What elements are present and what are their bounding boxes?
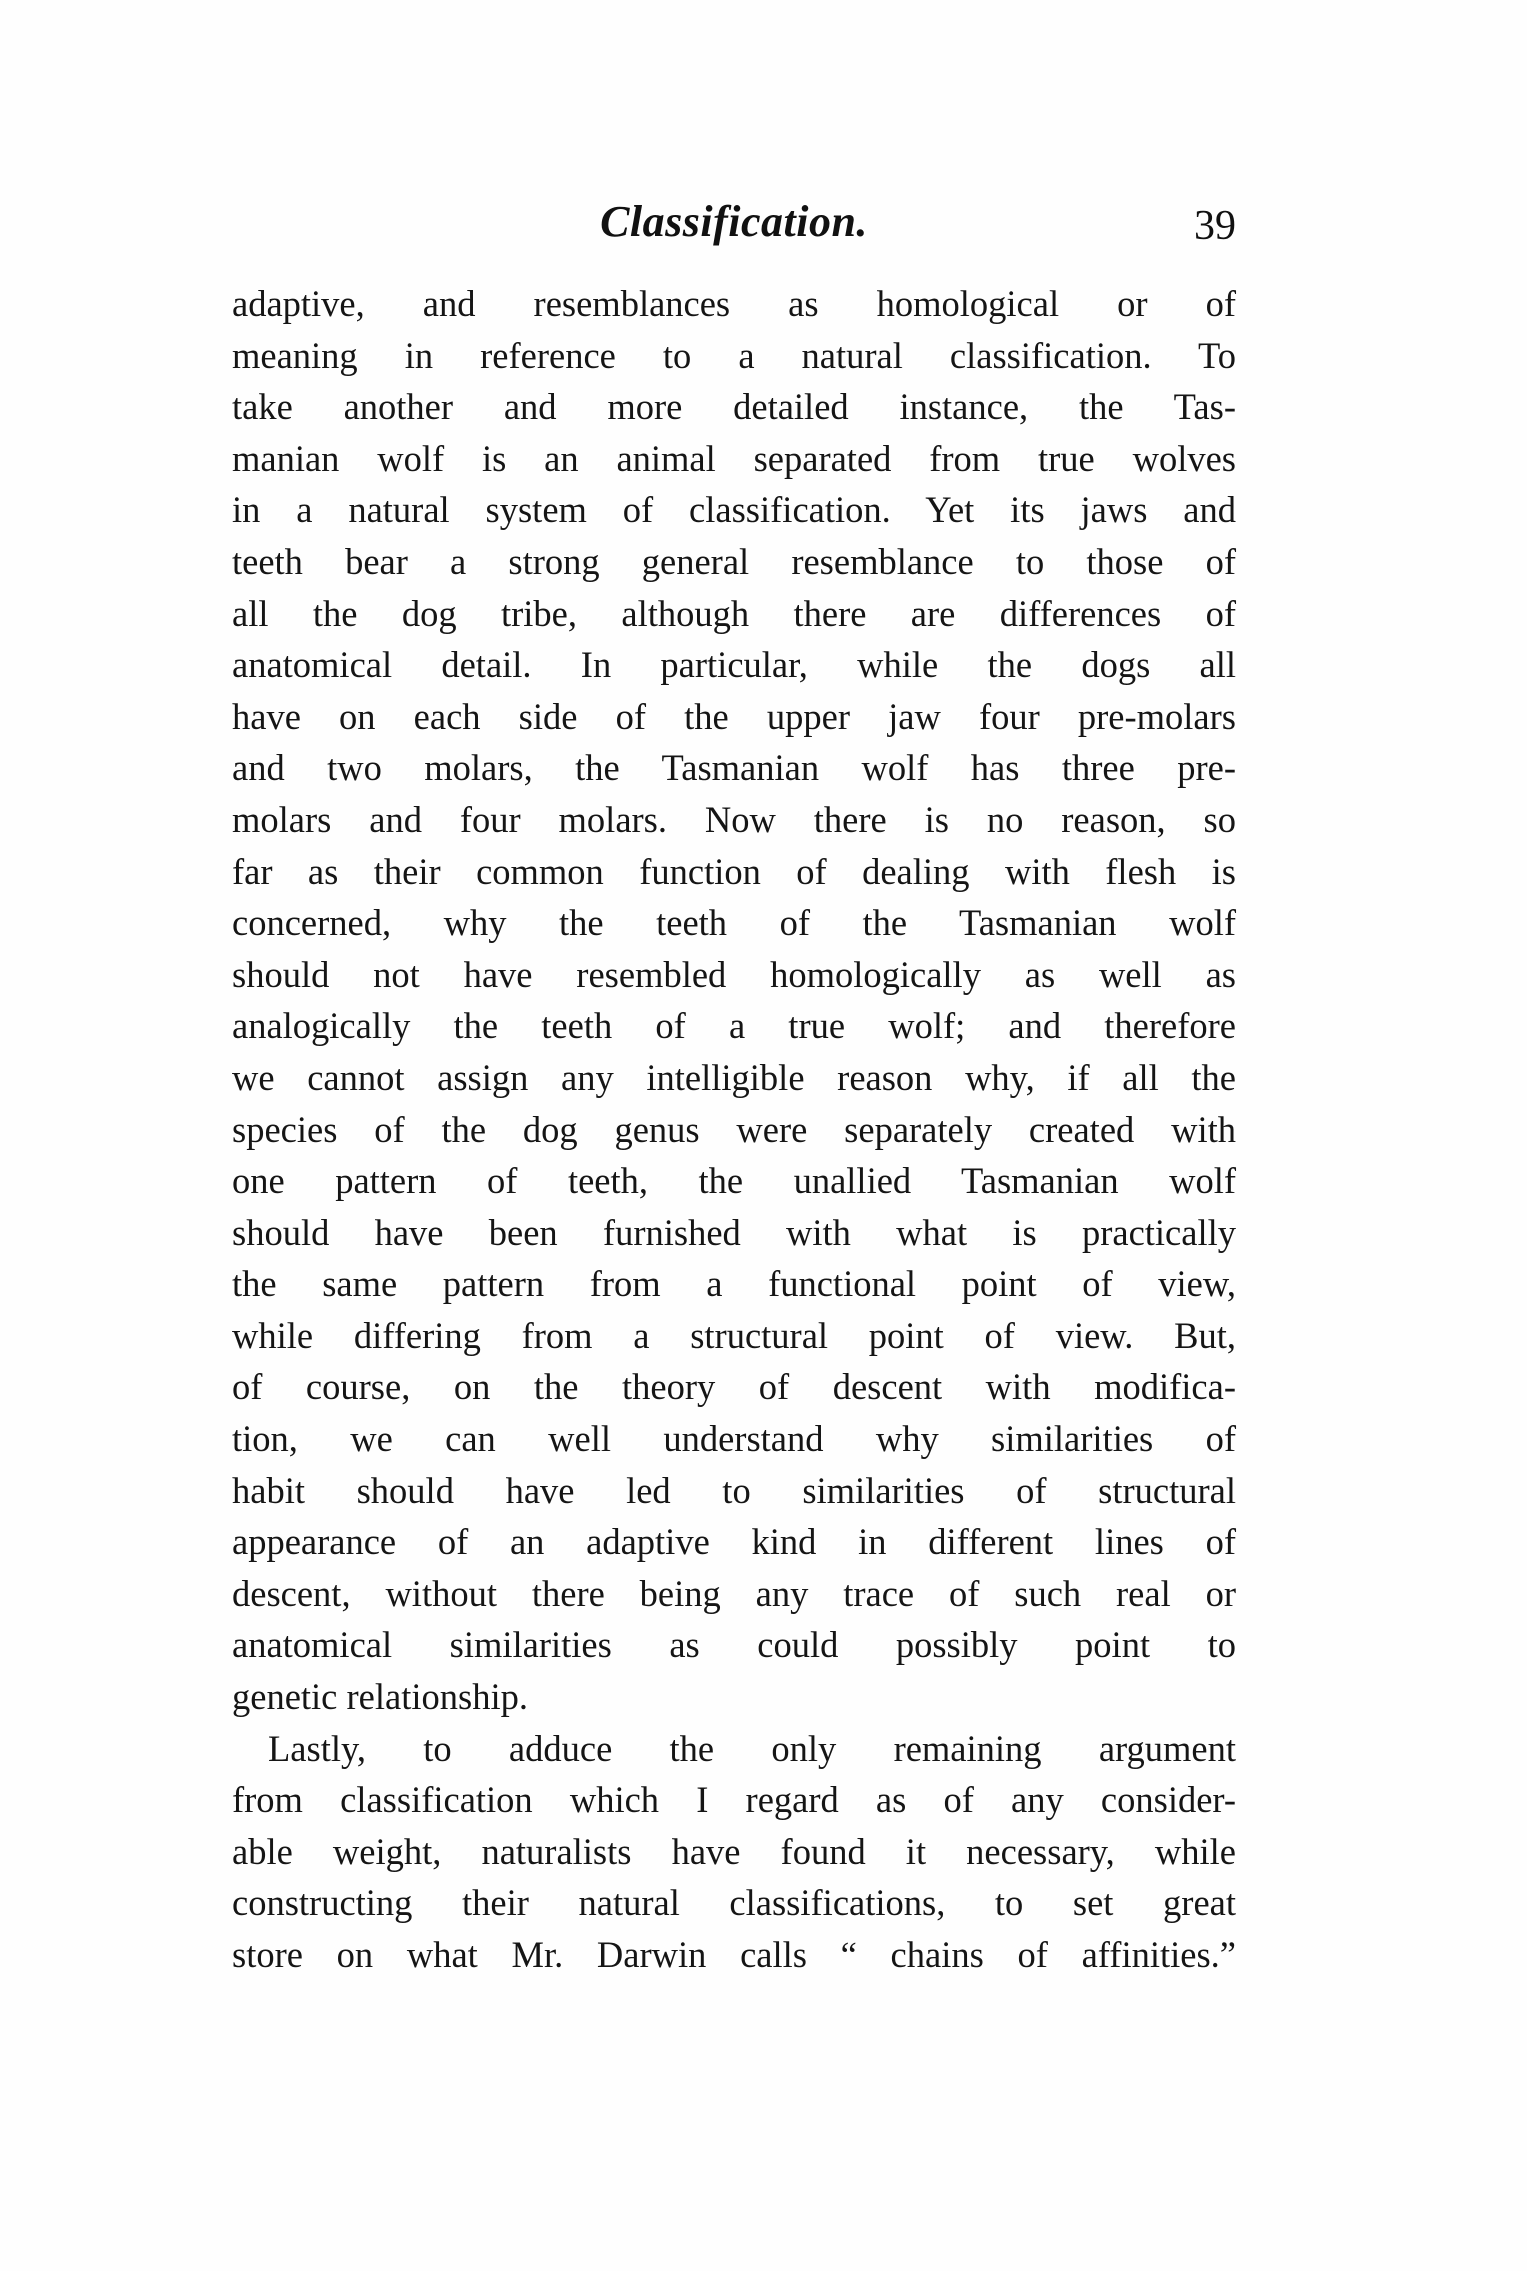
text-line: molars and four molars. Now there is no reason, so: [232, 798, 1236, 840]
text-line: have on each side of the upper jaw four pre-molars: [232, 695, 1236, 737]
text-line: all the dog tribe, although there are differences of: [232, 592, 1236, 634]
text-line: should have been furnished with what is practically: [232, 1211, 1236, 1253]
page-number: 39: [1194, 203, 1236, 249]
text-line: anatomical detail. In particular, while the dogs all: [232, 644, 1236, 686]
text-line: descent, without there being any trace of such real or: [232, 1572, 1236, 1614]
paragraph-1: [232, 278, 1236, 1723]
text-line: teeth bear a strong general resemblance to those of: [232, 540, 1236, 582]
text-line: anatomical similarities as could possibly point to: [232, 1624, 1236, 1666]
text-line: should not have resembled homologically as well as: [232, 953, 1236, 995]
text-line: while differing from a structural point of view. But,: [232, 1314, 1236, 1356]
text-line: adaptive, and resemblances as homological or of: [232, 283, 1236, 324]
text-line: from classification which I regard as of any consider-: [232, 1779, 1236, 1821]
text-line: genetic relationship.: [232, 1676, 528, 1718]
text-line: analogically the teeth of a true wolf; and therefore: [232, 1005, 1236, 1047]
text-line: of course, on the theory of descent with modifica-: [232, 1366, 1236, 1408]
text-line: far as their common function of dealing with flesh is: [232, 850, 1236, 892]
running-title: Classification.: [600, 197, 868, 246]
text-line: appearance of an adaptive kind in different lines of: [232, 1521, 1236, 1563]
text-line: species of the dog genus were separately created with: [232, 1108, 1236, 1150]
text-line: tion, we can well understand why similarities of: [232, 1418, 1236, 1460]
text-line: in a natural system of classification. Yet its jaws and: [232, 489, 1236, 531]
body-text: [232, 278, 1236, 1981]
text-line: able weight, naturalists have found it necessary, while: [232, 1830, 1236, 1872]
text-line: meaning in reference to a natural classification. To: [232, 334, 1236, 376]
text-line: take another and more detailed instance, the Tas-: [232, 386, 1236, 428]
text-line: constructing their natural classifications, to set great: [232, 1882, 1236, 1924]
text-line: concerned, why the teeth of the Tasmanian wolf: [232, 902, 1236, 944]
text-line: store on what Mr. Darwin calls “ chains of affinities.”: [232, 1934, 1236, 1975]
text-line: Lastly, to adduce the only remaining argument: [268, 1727, 1236, 1769]
text-line: habit should have led to similarities of structural: [232, 1469, 1236, 1511]
text-line: manian wolf is an animal separated from true wolves: [232, 437, 1236, 479]
paragraph-2: [232, 1723, 1236, 1981]
text-line: one pattern of teeth, the unallied Tasmanian wolf: [232, 1160, 1236, 1202]
text-line: we cannot assign any intelligible reason why, if all the: [232, 1056, 1236, 1098]
text-line: the same pattern from a functional point of view,: [232, 1263, 1236, 1305]
page-header: [232, 196, 1236, 256]
text-line: and two molars, the Tasmanian wolf has three pre-: [232, 747, 1236, 789]
